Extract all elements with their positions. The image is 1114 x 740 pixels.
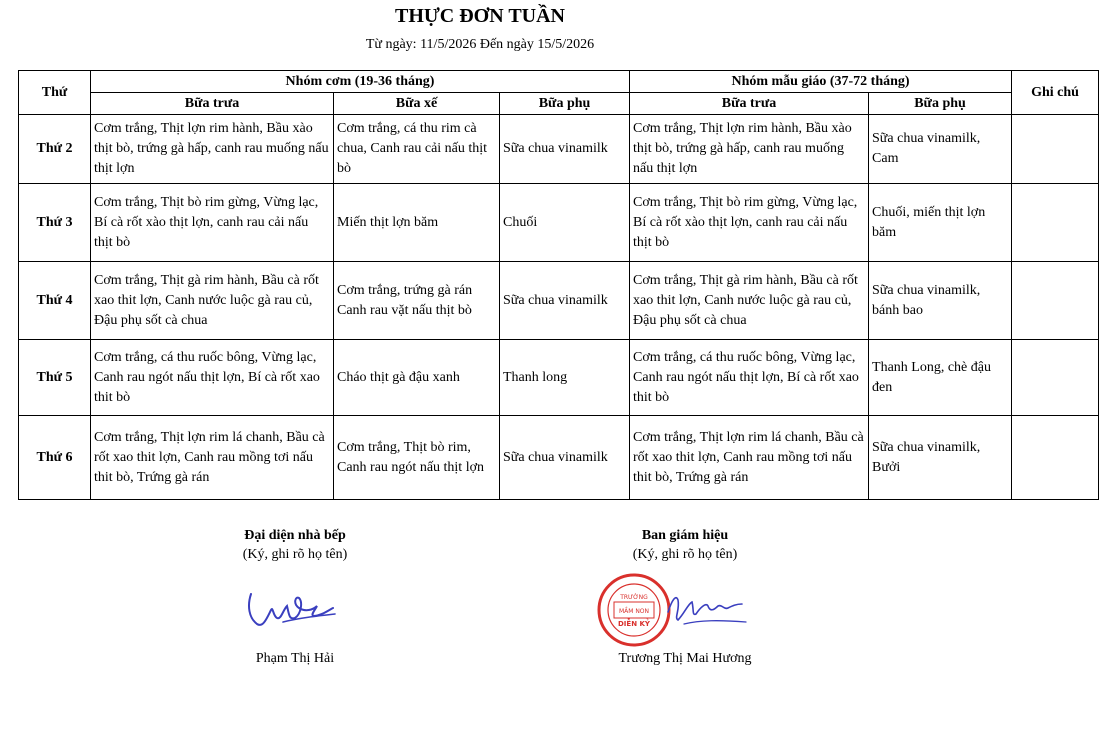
kg-lunch-cell: Cơm trắng, Thịt lợn rim lá chanh, Bầu cà rốt xao thit lợn, Canh rau mồng tơi nấu thit bò, Trứng gà rán [630,416,869,500]
header-group-kindergarten: Nhóm mẫu giáo (37-72 tháng) [630,71,1012,93]
table-row [19,115,1099,184]
board-role: Ban giám hiệu [641,528,729,543]
kg-lunch-cell: Cơm trắng, Thịt lợn rim hành, Bầu xào thịt bò, trứng gà hấp, canh rau muống nấu thịt lợn [630,115,869,184]
header-kg-snack: Bữa phụ [869,93,1012,115]
header-lunch: Bữa trưa [91,93,334,115]
note-cell [1012,262,1099,340]
kg-snack-cell: Sữa chua vinamilk, Cam [869,115,1012,184]
kg-snack-cell: Sữa chua vinamilk, bánh bao [869,262,1012,340]
afternoon-cell: Cơm trắng, trứng gà rán Canh rau vặt nấu thịt bò [334,262,500,340]
afternoon-cell: Cháo thịt gà đậu xanh [334,340,500,416]
lunch-cell: Cơm trắng, Thịt gà rim hành, Bầu cà rốt xao thit lợn, Canh nước luộc gà rau củ, Đậu phụ sốt cà chua [91,262,334,340]
kg-snack-cell: Sữa chua vinamilk, Bưởi [869,416,1012,500]
lunch-cell: Cơm trắng, Thịt bò rim gừng, Vừng lạc, Bí cà rốt xào thịt lợn, canh rau cải nấu thịt bò [91,184,334,262]
weekly-menu-table [18,70,1099,500]
school-stamp-seal [596,570,756,650]
snack-cell: Sữa chua vinamilk [500,262,630,340]
snack-cell: Sữa chua vinamilk [500,115,630,184]
table-row [19,184,1099,262]
kg-snack-cell: Chuối, miến thịt lợn băm [869,184,1012,262]
kitchen-handwritten-signature [243,588,338,633]
board-sign-note: (Ký, ghi rõ họ tên) [632,547,738,562]
header-group-nursery: Nhóm cơm (19-36 tháng) [91,71,630,93]
day-cell: Thứ 4 [19,262,91,340]
table-row [19,416,1099,500]
kitchen-signer-name: Phạm Thị Hải [255,651,335,666]
board-signer-name: Trương Thị Mai Hương [618,651,752,666]
kitchen-sign-note: (Ký, ghi rõ họ tên) [242,547,348,562]
snack-cell: Thanh long [500,340,630,416]
day-cell: Thứ 2 [19,115,91,184]
lunch-cell: Cơm trắng, Thịt lợn rim hành, Bầu xào thịt bò, trứng gà hấp, canh rau muống nấu thịt lợn [91,115,334,184]
note-cell [1012,340,1099,416]
kg-lunch-cell: Cơm trắng, Thịt gà rim hành, Bầu cà rốt xao thit lợn, Canh nước luộc gà rau củ, Đậu phụ sốt cà chua [630,262,869,340]
header-snack: Bữa phụ [500,93,630,115]
header-afternoon: Bữa xế [334,93,500,115]
svg-text:DIỄN KỶ: DIỄN KỶ [618,620,650,628]
kitchen-signature-block [180,528,410,666]
lunch-cell: Cơm trắng, Thịt lợn rim lá chanh, Bầu cà rốt xao thit lợn, Canh rau mồng tơi nấu thit bò, Trứng gà rán [91,416,334,500]
header-note: Ghi chú [1012,71,1099,115]
svg-text:MẦM NON: MẦM NON [618,608,650,615]
afternoon-cell: Miến thịt lợn băm [334,184,500,262]
note-cell [1012,416,1099,500]
day-cell: Thứ 6 [19,416,91,500]
table-row [19,262,1099,340]
kg-snack-cell: Thanh Long, chè đậu đen [869,340,1012,416]
note-cell [1012,115,1099,184]
snack-cell: Chuối [500,184,630,262]
kitchen-role: Đại diện nhà bếp [244,528,346,543]
kg-lunch-cell: Cơm trắng, cá thu ruốc bông, Vừng lạc, Canh rau ngót nấu thịt lợn, Bí cà rốt xao thit bò [630,340,869,416]
afternoon-cell: Cơm trắng, cá thu rim cà chua, Canh rau cải nấu thịt bò [334,115,500,184]
snack-cell: Sữa chua vinamilk [500,416,630,500]
header-kg-lunch: Bữa trưa [630,93,869,115]
page-title: THỰC ĐƠN TUẦN [394,5,565,27]
lunch-cell: Cơm trắng, cá thu ruốc bông, Vừng lạc, Canh rau ngót nấu thịt lợn, Bí cà rốt xao thit bò [91,340,334,416]
afternoon-cell: Cơm trắng, Thịt bò rim, Canh rau ngót nấu thịt lợn [334,416,500,500]
date-range: Từ ngày: 11/5/2026 Đến ngày 15/5/2026 [365,37,595,52]
table-row [19,340,1099,416]
kg-lunch-cell: Cơm trắng, Thịt bò rim gừng, Vừng lạc, Bí cà rốt xào thịt lợn, canh rau cải nấu thịt bò [630,184,869,262]
day-cell: Thứ 5 [19,340,91,416]
day-cell: Thứ 3 [19,184,91,262]
header-day: Thứ [19,71,91,115]
note-cell [1012,184,1099,262]
svg-text:TRƯỜNG: TRƯỜNG [620,594,648,601]
